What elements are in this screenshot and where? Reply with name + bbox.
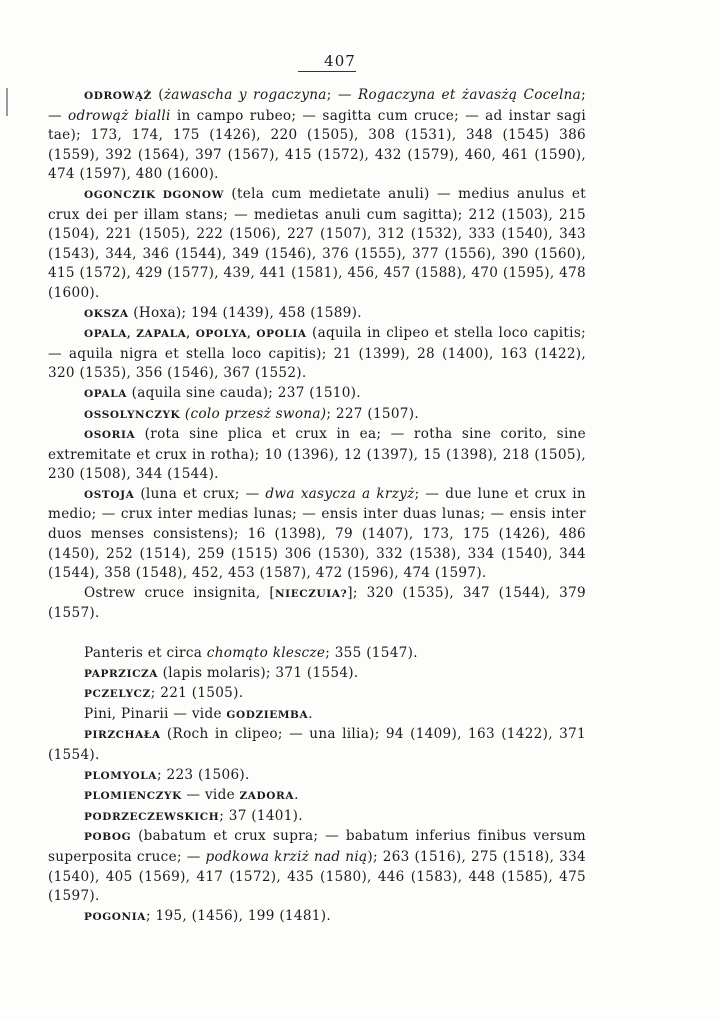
entry-text: ; 221 (1505). <box>150 685 244 702</box>
entry <box>48 907 586 928</box>
entry <box>48 684 586 705</box>
entry <box>48 304 586 325</box>
entry <box>48 786 586 807</box>
entry-text: ; — <box>48 87 586 124</box>
entry <box>48 807 586 828</box>
polish-blazon-text: podkowa krziż nad nią <box>205 848 368 865</box>
polish-blazon-text: Rogaczyna et żavasżą Cocelna <box>358 87 582 103</box>
entry-text: (lapis molaris); 371 (1554). <box>158 664 359 681</box>
entry <box>48 185 586 304</box>
polish-blazon-text: dwa xasycza a krzyż <box>265 485 415 502</box>
entry-text: ); 263 (1516), 275 (1518), 334 (1540), 405 (1569), 417 (1572), 435 (1580), 446 (1583), 448 (1585), 475 (1597). <box>48 848 586 905</box>
cross-reference: NIECZUIA? <box>274 587 348 600</box>
entry-heading: OKSZA <box>84 307 129 320</box>
entry-heading: PAPRZICZA <box>84 667 159 680</box>
entry-text: ; — <box>326 87 358 103</box>
entry <box>48 384 586 405</box>
page-number: 407 <box>324 52 356 70</box>
entry-text: ; 355 (1547). <box>325 645 418 662</box>
cross-reference: GODZIEMBA <box>226 708 309 721</box>
polish-blazon-text: chomąto klescze <box>206 645 326 662</box>
entry-text: (Hoxa); 194 (1439), 458 (1589). <box>128 304 362 321</box>
entry-text: ]; 320 (1535), 347 (1544), 379 (1557). <box>48 584 587 622</box>
entry-text: (Roch in clipeo; — una lilia); 94 (1409), 163 (1422), 371 (1554). <box>48 726 586 763</box>
entry-text: in campo rubeo; — sagitta cum cruce; — ad instar sagi tae); 173, 174, 175 (1426), 220 (1505), 308 (1531), 348 (1545) 386 (1559), 392 (1564), 397 (1567), 415 (1572), 432 (1579), 460, 461 (1590), 474 (1597), 480 (1600). <box>48 107 586 183</box>
text-column <box>48 86 586 927</box>
entry-heading: OGONCZIK DGONOW <box>84 188 225 201</box>
entry-heading: PODRZECZEWSKICH <box>84 810 220 823</box>
entry <box>48 827 586 906</box>
entry-heading: OPALA, ZAPALA, OPOLYA, OPOLIA <box>84 328 307 341</box>
entry-text: ; 227 (1507). <box>326 405 419 422</box>
entry <box>48 324 586 384</box>
entry-text: Pini, Pinarii — vide <box>84 705 227 722</box>
polish-blazon-text: (colo przesż swona) <box>184 405 327 422</box>
entry-text: . <box>294 787 299 804</box>
entry-text: (aquila in clipeo et stella loco capitis; — aquila nigra et stella loco capitis); 21 (1399), 28 (1400), 163 (1422), 320 (1535), 356 (1546), 367 (1552). <box>48 325 586 382</box>
entry-text: (luna et crux; — <box>134 485 266 502</box>
entry-text: ( <box>151 87 164 103</box>
entry-heading: OSSOLYNCZYK <box>84 408 181 421</box>
entry <box>48 425 586 485</box>
entry-text: ; 37 (1401). <box>219 807 303 824</box>
entry-text: (aquila sine cauda); 237 (1510). <box>126 384 361 401</box>
entry <box>48 86 586 185</box>
entry <box>48 725 586 765</box>
entry-text: ; 195, (1456), 199 (1481). <box>146 907 331 924</box>
binding-mark <box>6 88 8 116</box>
entry-text: — vide <box>181 787 240 804</box>
entry-text: ; — due lune et crux in medio; — crux inter medias lunas; — ensis inter duas lunas; — ensis inter duos menses consistens); 16 (1398), 79 (1407), 173, 175 (1426), 486 (1450), 252 (1514), 259 (1515) 306 (1530), 332 (1538), 334 (1540), 344 (1544), 358 (1548), 452, 453 (1587), 472 (1596), 474 (1597). <box>48 485 586 582</box>
entry <box>48 664 586 685</box>
entry-heading: POGONIA <box>84 910 147 923</box>
entry-text: Ostrew cruce insignita, [ <box>84 584 275 601</box>
entry-heading: PCZELYCZ <box>84 688 151 701</box>
entry <box>48 644 586 664</box>
entry-heading: POBOG <box>84 831 132 844</box>
entry-text: (tela cum medietate anuli) — medius anulus et crux dei per illam stans; — medietas anuli cum sagitta); 212 (1503), 215 (1504), 221 (1505), 222 (1506), 227 (1507), 312 (1532), 333 (1540), 343 (1543), 344, 346 (1544), 349 (1546), 376 (1555), 377 (1556), 390 (1560), 415 (1572), 429 (1577), 439, 441 (1581), 456, 457 (1588), 470 (1595), 478 (1600). <box>48 185 586 301</box>
entry-text: (rota sine plica et crux in ea; — rotha sine corito, sine extremitate et crux in rotha); 10 (1396), 12 (1397), 15 (1398), 218 (1505), 230 (1508), 344 (1544). <box>48 426 586 483</box>
polish-blazon-text: odrowąż bialli <box>68 107 171 124</box>
entry <box>48 405 586 426</box>
entry-heading: PIRZCHAŁA <box>84 729 161 742</box>
entry <box>48 485 586 584</box>
polish-blazon-text: żawascha y rogaczyna <box>163 87 327 103</box>
entry-heading: PLOMYOLA <box>84 769 158 782</box>
entry-text: . <box>308 705 313 722</box>
page-number-rule <box>298 71 356 72</box>
entry-heading: OSORIA <box>84 429 136 442</box>
entry <box>48 766 586 787</box>
entry-text: Panteris et circa <box>84 645 207 662</box>
entry-heading: ODROWĄŻ <box>84 90 152 102</box>
entry <box>48 705 586 726</box>
entry-text: (babatum et crux supra; — babatum inferius finibus versum superposita cruce; — <box>48 828 586 865</box>
cross-reference: ZADORA <box>239 790 295 803</box>
entry <box>48 584 586 624</box>
entry-heading: OPALA <box>84 387 127 400</box>
entry-heading: PLOMIENCZYK <box>84 790 182 803</box>
entry-heading: OSTOJA <box>84 488 135 501</box>
entry-text: ; 223 (1506). <box>157 766 250 783</box>
